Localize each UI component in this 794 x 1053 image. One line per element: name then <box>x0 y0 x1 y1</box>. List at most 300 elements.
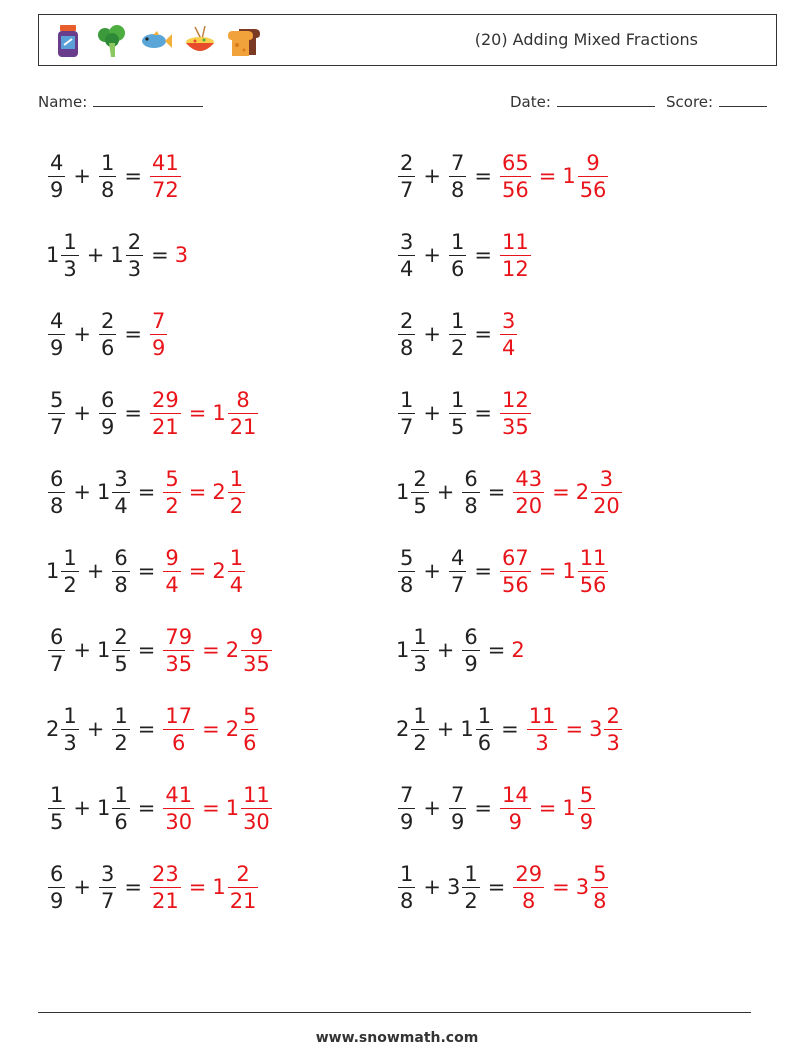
answer <box>498 308 519 361</box>
numerator: 1 <box>114 703 128 728</box>
first-addend <box>396 703 431 756</box>
answer-fraction <box>500 229 531 282</box>
numerator: 7 <box>450 150 465 175</box>
footer-url: www.snowmath.com <box>315 1030 479 1046</box>
second-addend <box>97 150 118 203</box>
first-addend <box>46 150 67 203</box>
numerator: 1 <box>413 703 427 728</box>
plus-sign: + <box>436 480 455 504</box>
fraction <box>48 782 65 835</box>
fraction <box>61 703 78 756</box>
denominator: 7 <box>50 414 64 439</box>
denominator: 35 <box>165 651 193 676</box>
numerator: 2 <box>100 308 115 333</box>
answer-whole: 2 <box>511 638 525 662</box>
plus-sign: + <box>86 559 105 583</box>
fraction <box>398 387 415 440</box>
numerator: 9 <box>586 150 600 175</box>
problem <box>46 778 274 838</box>
denominator: 7 <box>400 414 414 439</box>
first-addend <box>46 308 67 361</box>
numerator: 2 <box>127 229 142 254</box>
equals-sign: = <box>188 875 207 899</box>
numerator: 1 <box>50 782 64 807</box>
denominator: 9 <box>100 414 115 439</box>
numerator: 67 <box>501 545 529 570</box>
problem <box>396 778 597 838</box>
answer <box>161 703 260 756</box>
answer-fraction <box>163 466 180 519</box>
problem <box>396 462 624 522</box>
answer-whole: 2 <box>212 559 226 583</box>
denominator: 20 <box>593 493 620 518</box>
numerator: 1 <box>413 624 427 649</box>
first-addend <box>46 782 67 835</box>
broccoli-icon <box>95 23 129 59</box>
answer <box>161 466 247 519</box>
numerator: 2 <box>400 150 414 175</box>
score-blank[interactable] <box>719 91 767 107</box>
second-addend <box>97 387 118 440</box>
answer-whole: 3 <box>575 875 590 899</box>
numerator: 5 <box>165 466 179 491</box>
denominator: 3 <box>606 730 620 755</box>
numerator: 2 <box>413 466 427 491</box>
answer-whole: 1 <box>562 796 576 820</box>
fraction <box>112 782 129 835</box>
second-addend <box>97 782 132 835</box>
fraction <box>398 308 415 361</box>
plus-sign: + <box>423 875 441 899</box>
denominator: 8 <box>400 888 414 913</box>
problem <box>46 146 183 206</box>
fraction <box>449 308 466 361</box>
equals-sign: = <box>188 401 207 425</box>
fraction <box>476 703 493 756</box>
name-label: Name: <box>38 93 88 111</box>
numerator: 23 <box>151 861 179 886</box>
denominator: 9 <box>464 651 478 676</box>
denominator: 6 <box>477 730 492 755</box>
equals-sign: = <box>501 717 519 741</box>
answer-whole: 3 <box>174 243 189 267</box>
equals-sign: = <box>538 559 557 583</box>
first-addend <box>46 545 81 598</box>
problem <box>396 225 533 285</box>
second-addend <box>460 624 481 677</box>
numerator: 3 <box>114 466 128 491</box>
fraction <box>99 387 116 440</box>
first-addend <box>46 229 81 282</box>
fraction <box>398 861 415 914</box>
denominator: 2 <box>229 493 244 518</box>
plus-sign: + <box>73 875 91 899</box>
numerator: 11 <box>243 782 270 807</box>
fraction <box>449 545 466 598</box>
fraction <box>48 150 65 203</box>
denominator: 6 <box>100 335 115 360</box>
answer <box>148 150 183 203</box>
equals-sign: = <box>124 875 142 899</box>
problem <box>46 304 169 364</box>
answer <box>511 466 623 519</box>
answer-fraction <box>500 308 517 361</box>
answer-fraction <box>527 703 558 756</box>
equals-sign: = <box>487 480 506 504</box>
plus-sign: + <box>73 401 91 425</box>
answer-fraction <box>150 308 167 361</box>
numerator: 2 <box>606 703 620 728</box>
answer-fraction <box>500 387 531 440</box>
answer-mixed-fraction <box>228 387 259 440</box>
first-addend <box>396 150 417 203</box>
numerator: 6 <box>464 466 478 491</box>
numerator: 3 <box>501 308 516 333</box>
answer-mixed-fraction <box>578 782 595 835</box>
denominator: 56 <box>501 177 529 202</box>
answer-mixed-fraction <box>228 466 245 519</box>
numerator: 2 <box>236 861 250 886</box>
denominator: 5 <box>450 414 465 439</box>
header-icons <box>51 21 261 61</box>
fraction <box>449 229 466 282</box>
first-addend <box>46 387 67 440</box>
fish-icon <box>139 23 173 59</box>
denominator: 3 <box>63 730 77 755</box>
whole-number: 1 <box>96 480 111 504</box>
problem <box>46 462 247 522</box>
whole-number: 1 <box>460 717 474 741</box>
numerator: 41 <box>151 150 179 175</box>
answer <box>498 229 533 282</box>
denominator: 21 <box>229 414 257 439</box>
numerator: 1 <box>450 387 465 412</box>
denominator: 3 <box>413 651 427 676</box>
fraction <box>449 150 466 203</box>
numerator: 3 <box>400 229 414 254</box>
answer <box>498 782 597 835</box>
equals-sign: = <box>487 638 506 662</box>
answer-whole: 2 <box>225 638 240 662</box>
worksheet-title: (20) Adding Mixed Fractions <box>474 30 698 49</box>
numerator: 41 <box>165 782 193 807</box>
plus-sign: + <box>423 559 441 583</box>
fraction <box>48 466 65 519</box>
equals-sign: = <box>202 638 220 662</box>
second-addend <box>97 624 132 677</box>
plus-sign: + <box>436 717 455 741</box>
denominator: 7 <box>450 572 465 597</box>
second-addend <box>447 861 482 914</box>
denominator: 56 <box>579 572 607 597</box>
numerator: 3 <box>599 466 614 491</box>
second-addend <box>110 229 145 282</box>
answer-whole: 2 <box>575 480 590 504</box>
whole-number: 3 <box>446 875 461 899</box>
denominator: 4 <box>501 335 516 360</box>
denominator: 6 <box>172 730 186 755</box>
worksheet-header <box>38 14 777 66</box>
answer-whole: 1 <box>212 401 226 425</box>
plus-sign: + <box>423 401 441 425</box>
first-addend <box>396 387 417 440</box>
whole-number: 1 <box>46 243 60 267</box>
fraction <box>398 229 415 282</box>
name-field <box>38 91 203 111</box>
plus-sign: + <box>73 480 91 504</box>
denominator: 4 <box>229 572 244 597</box>
second-addend <box>447 229 468 282</box>
numerator: 5 <box>579 782 594 807</box>
equals-sign: = <box>538 796 557 820</box>
denominator: 6 <box>450 256 465 281</box>
denominator: 3 <box>63 256 77 281</box>
denominator: 8 <box>100 177 115 202</box>
plus-sign: + <box>423 796 441 820</box>
numerator: 4 <box>450 545 465 570</box>
problem <box>396 857 610 917</box>
second-addend <box>460 466 481 519</box>
numerator: 4 <box>50 308 64 333</box>
equals-sign: = <box>137 717 156 741</box>
numerator: 1 <box>450 229 465 254</box>
fraction <box>411 624 428 677</box>
denominator: 2 <box>63 572 77 597</box>
numerator: 9 <box>165 545 179 570</box>
numerator: 5 <box>593 861 607 886</box>
fraction <box>112 703 129 756</box>
numerator: 1 <box>63 703 77 728</box>
whole-number: 1 <box>396 638 410 662</box>
equals-sign: = <box>487 875 506 899</box>
numerator: 5 <box>400 545 414 570</box>
answer-whole: 1 <box>212 875 226 899</box>
first-addend <box>396 308 417 361</box>
answer <box>511 638 524 662</box>
answer <box>161 624 273 677</box>
denominator: 2 <box>413 730 427 755</box>
answer-mixed-fraction <box>591 466 622 519</box>
problem <box>396 383 533 443</box>
answer <box>148 387 260 440</box>
fraction <box>112 545 129 598</box>
answer-mixed-fraction <box>241 703 258 756</box>
equals-sign: = <box>188 480 207 504</box>
equals-sign: = <box>137 480 156 504</box>
equals-sign: = <box>474 322 492 346</box>
numerator: 1 <box>114 782 128 807</box>
numerator: 4 <box>50 150 64 175</box>
plus-sign: + <box>73 796 91 820</box>
score-label: Score: <box>666 93 714 111</box>
fraction <box>99 150 116 203</box>
second-addend <box>110 545 131 598</box>
fraction <box>112 466 129 519</box>
answer-whole: 1 <box>225 796 240 820</box>
second-addend <box>110 703 131 756</box>
problem <box>46 620 274 680</box>
problem <box>396 541 610 601</box>
answer-fraction <box>150 150 181 203</box>
answer-whole: 1 <box>562 164 576 188</box>
answer <box>498 150 610 203</box>
whole-number: 2 <box>396 717 410 741</box>
first-addend <box>396 861 417 914</box>
problem <box>396 146 610 206</box>
answer-fraction <box>500 545 531 598</box>
numerator: 1 <box>464 861 478 886</box>
footer-divider <box>38 1012 751 1013</box>
numerator: 1 <box>400 387 414 412</box>
numerator: 5 <box>243 703 257 728</box>
numerator: 12 <box>501 387 529 412</box>
second-addend <box>460 703 495 756</box>
date-blank[interactable] <box>557 91 655 107</box>
numerator: 11 <box>579 545 607 570</box>
denominator: 12 <box>501 256 529 281</box>
answer-fraction <box>163 624 194 677</box>
problem <box>46 225 188 285</box>
answer <box>498 387 533 440</box>
numerator: 6 <box>114 545 128 570</box>
equals-sign: = <box>565 717 584 741</box>
answer-mixed-fraction <box>578 545 609 598</box>
numerator: 1 <box>229 466 244 491</box>
whole-number: 1 <box>96 638 111 662</box>
fraction <box>449 387 466 440</box>
answer-fraction <box>500 150 531 203</box>
denominator: 30 <box>165 809 193 834</box>
denominator: 8 <box>114 572 128 597</box>
denominator: 8 <box>593 888 607 913</box>
problem <box>46 383 260 443</box>
second-addend <box>97 308 118 361</box>
plus-sign: + <box>73 164 91 188</box>
denominator: 2 <box>464 888 478 913</box>
problem <box>396 699 624 759</box>
denominator: 21 <box>151 414 179 439</box>
fraction <box>48 624 65 677</box>
first-addend <box>396 782 417 835</box>
equals-sign: = <box>202 717 220 741</box>
answer <box>498 545 610 598</box>
denominator: 21 <box>151 888 179 913</box>
denominator: 4 <box>165 572 179 597</box>
numerator: 1 <box>400 861 414 886</box>
plus-sign: + <box>73 322 91 346</box>
denominator: 20 <box>515 493 543 518</box>
jar-icon <box>51 23 85 59</box>
answer-whole: 2 <box>212 480 226 504</box>
plus-sign: + <box>423 164 441 188</box>
equals-sign: = <box>552 875 570 899</box>
answer-whole: 2 <box>225 717 240 741</box>
numerator: 2 <box>400 308 414 333</box>
fraction <box>411 466 428 519</box>
denominator: 72 <box>151 177 179 202</box>
denominator: 9 <box>50 335 64 360</box>
problem <box>396 304 519 364</box>
numerator: 6 <box>50 861 64 886</box>
denominator: 9 <box>450 809 465 834</box>
denominator: 8 <box>400 335 414 360</box>
numerator: 7 <box>151 308 166 333</box>
numerator: 14 <box>501 782 529 807</box>
first-addend <box>46 466 67 519</box>
equals-sign: = <box>474 796 492 820</box>
score-field <box>666 91 767 111</box>
numerator: 1 <box>450 308 465 333</box>
answer-fraction <box>513 466 544 519</box>
plus-sign: + <box>423 322 441 346</box>
numerator: 8 <box>236 387 250 412</box>
answer <box>175 243 188 267</box>
answer-mixed-fraction <box>578 150 609 203</box>
answer <box>148 861 260 914</box>
denominator: 5 <box>114 651 128 676</box>
numerator: 3 <box>100 861 115 886</box>
numerator: 79 <box>165 624 193 649</box>
plus-sign: + <box>73 638 91 662</box>
second-addend <box>447 545 468 598</box>
name-blank[interactable] <box>93 91 203 107</box>
denominator: 9 <box>508 809 523 834</box>
answer-fraction <box>513 861 544 914</box>
equals-sign: = <box>124 401 142 425</box>
answer-whole: 3 <box>589 717 603 741</box>
denominator: 21 <box>229 888 257 913</box>
denominator: 4 <box>400 256 414 281</box>
numerator: 1 <box>229 545 244 570</box>
denominator: 8 <box>50 493 64 518</box>
denominator: 56 <box>501 572 529 597</box>
numerator: 1 <box>477 703 492 728</box>
second-addend <box>97 861 118 914</box>
numerator: 7 <box>400 782 414 807</box>
whole-number: 1 <box>110 243 124 267</box>
fraction <box>112 624 129 677</box>
whole-number: 1 <box>96 796 111 820</box>
denominator: 9 <box>50 177 64 202</box>
numerator: 9 <box>249 624 264 649</box>
denominator: 6 <box>243 730 257 755</box>
equals-sign: = <box>552 480 570 504</box>
bread-icon <box>227 23 261 59</box>
denominator: 2 <box>114 730 128 755</box>
second-addend <box>447 387 468 440</box>
answer-mixed-fraction <box>228 545 245 598</box>
denominator: 3 <box>535 730 549 755</box>
denominator: 2 <box>165 493 179 518</box>
denominator: 5 <box>50 809 64 834</box>
denominator: 9 <box>400 809 414 834</box>
equals-sign: = <box>137 559 156 583</box>
numerator: 1 <box>63 545 77 570</box>
fraction <box>462 861 479 914</box>
first-addend <box>46 861 67 914</box>
fraction <box>61 229 78 282</box>
numerator: 43 <box>515 466 543 491</box>
answer <box>161 545 247 598</box>
equals-sign: = <box>151 243 169 267</box>
noodle-bowl-icon <box>183 23 217 59</box>
answer-fraction <box>163 545 180 598</box>
equals-sign: = <box>188 559 207 583</box>
denominator: 6 <box>114 809 128 834</box>
denominator: 8 <box>522 888 536 913</box>
answer-fraction <box>163 703 194 756</box>
equals-sign: = <box>538 164 557 188</box>
